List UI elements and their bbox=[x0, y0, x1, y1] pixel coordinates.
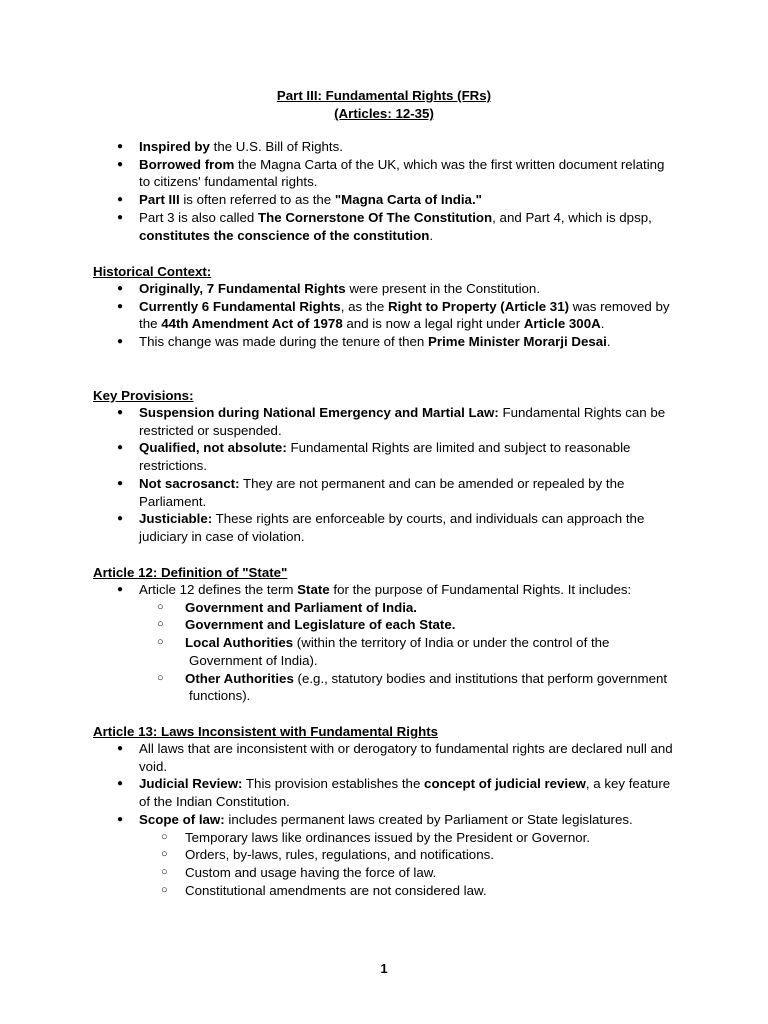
list-item: ● Article 12 defines the term State for the purpose of Fundamental Rights. It includes: ○ Government and Parliament of India. ○ Government and Legislature of each State. ○ Local Authorities (within the territory of India or under the control of the Government of India). ○ Other Authorities (e.g., statutory bodies and institutions that perform government functions). bbox=[139, 581, 679, 705]
sub-list-item: ○ Other Authorities (e.g., statutory bodies and institutions that perform government functions). bbox=[185, 670, 679, 705]
article13-sublist bbox=[139, 829, 679, 900]
list-item: ● Currently 6 Fundamental Rights, as the Right to Property (Article 31) was removed by the 44th Amendment Act of 1978 and is now a legal right under Article 300A. bbox=[139, 298, 679, 333]
sub-list-item: ○ Constitutional amendments are not considered law. bbox=[185, 882, 679, 900]
article12-sublist bbox=[139, 599, 679, 705]
section-heading-provisions: Key Provisions: bbox=[93, 388, 194, 403]
section-heading-article12: Article 12: Definition of "State" bbox=[93, 565, 288, 580]
list-item: ● Not sacrosanct: They are not permanent and can be amended or repealed by the Parliament. bbox=[139, 475, 679, 510]
list-item: ● Suspension during National Emergency and Martial Law: Fundamental Rights can be restricted or suspended. bbox=[139, 404, 679, 439]
article13-list bbox=[139, 740, 679, 899]
sub-list-item: ○ Orders, by-laws, rules, regulations, and notifications. bbox=[185, 846, 679, 864]
article12-list bbox=[139, 581, 679, 705]
list-item: ● Part III is often referred to as the "Magna Carta of India." bbox=[139, 191, 679, 209]
page-title: Part III: Fundamental Rights (FRs) bbox=[276, 88, 492, 103]
list-item: ● Originally, 7 Fundamental Rights were present in the Constitution. bbox=[139, 280, 679, 298]
list-item: ● All laws that are inconsistent with or derogatory to fundamental rights are declared null and void. bbox=[139, 740, 679, 775]
list-item: ● Scope of law: includes permanent laws created by Parliament or State legislatures. ○ Temporary laws like ordinances issued by the President or Governor. ○ Orders, by-laws, rules, regulations, and notifications. ○ Custom and usage having the force of law. ○ Constitutional amendments are not considered law. bbox=[139, 811, 679, 900]
list-item: ● Justiciable: These rights are enforceable by courts, and individuals can approach the judiciary in case of violation. bbox=[139, 510, 679, 545]
provisions-list bbox=[139, 404, 679, 546]
section-heading-article13: Article 13: Laws Inconsistent with Fundamental Rights bbox=[93, 724, 439, 739]
intro-list bbox=[139, 138, 679, 244]
list-item: ● Borrowed from the Magna Carta of the UK, which was the first written document relating to citizens' fundamental rights. bbox=[139, 156, 679, 191]
historical-list bbox=[139, 280, 679, 351]
list-item: ● Inspired by the U.S. Bill of Rights. bbox=[139, 138, 679, 156]
sub-list-item: ○ Custom and usage having the force of law. bbox=[185, 864, 679, 882]
sub-list-item: ○ Government and Legislature of each State. bbox=[185, 616, 679, 634]
page-subtitle: (Articles: 12-35) bbox=[334, 106, 434, 121]
list-item: ● Part 3 is also called The Cornerstone Of The Constitution, and Part 4, which is dpsp, constitutes the conscience of the constitution. bbox=[139, 209, 679, 244]
list-item: ● Qualified, not absolute: Fundamental Rights are limited and subject to reasonable restrictions. bbox=[139, 439, 679, 474]
list-item: ● This change was made during the tenure of then Prime Minister Morarji Desai. bbox=[139, 333, 679, 351]
sub-list-item: ○ Government and Parliament of India. bbox=[185, 599, 679, 617]
sub-list-item: ○ Temporary laws like ordinances issued by the President or Governor. bbox=[185, 829, 679, 847]
page-number: 1 bbox=[380, 961, 388, 976]
section-heading-historical: Historical Context: bbox=[93, 264, 212, 279]
sub-list-item: ○ Local Authorities (within the territory of India or under the control of the Government of India). bbox=[185, 634, 679, 669]
list-item: ● Judicial Review: This provision establishes the concept of judicial review, a key feature of the Indian Constitution. bbox=[139, 775, 679, 810]
